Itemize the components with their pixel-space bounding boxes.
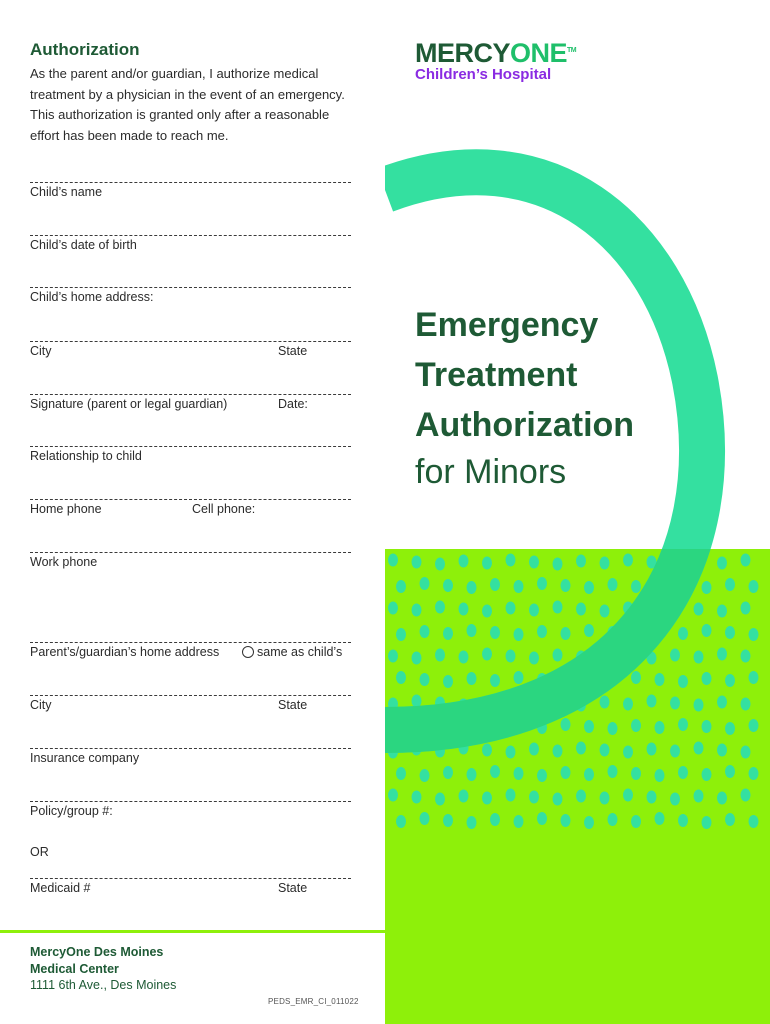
dot (443, 814, 453, 827)
dot (561, 766, 571, 779)
dot (459, 790, 469, 803)
dot (647, 791, 657, 804)
decorative-art (385, 0, 770, 1024)
dot (506, 746, 516, 759)
underline (30, 235, 351, 236)
radio-circle-icon[interactable] (242, 646, 254, 658)
dot (702, 768, 712, 781)
city-label: City (30, 344, 52, 358)
dot (725, 813, 735, 826)
dot (412, 652, 422, 665)
underline (30, 878, 351, 879)
dot (647, 743, 657, 756)
dot (506, 554, 516, 567)
dot (741, 602, 751, 615)
dot (717, 696, 727, 709)
cover-title (415, 300, 634, 450)
dot (388, 650, 398, 663)
logo-subtitle: Children’s Hospital (415, 66, 552, 83)
dot (741, 698, 751, 711)
dot (694, 790, 704, 803)
dot (443, 675, 453, 688)
child-dob-field[interactable] (30, 231, 351, 255)
dot (623, 554, 633, 567)
medicaid-field[interactable] (30, 874, 351, 898)
dot (623, 746, 633, 759)
underline (30, 552, 351, 553)
authorization-heading: Authorization (30, 40, 140, 59)
logo-trademark: TM (567, 47, 577, 54)
dot (514, 580, 524, 593)
dot (749, 628, 759, 641)
dot (725, 578, 735, 591)
dot (694, 651, 704, 664)
dot (576, 790, 586, 803)
dot (482, 557, 492, 570)
dot (396, 580, 406, 593)
dot (741, 789, 751, 802)
phone-field[interactable] (30, 495, 351, 519)
dot (576, 742, 586, 755)
signature-label: Signature (parent or legal guardian) (30, 397, 228, 411)
dot (529, 791, 539, 804)
dot (482, 792, 492, 805)
cover-title-line-3: Authorization (415, 406, 635, 444)
dot (717, 557, 727, 570)
dot (420, 769, 430, 782)
dot (749, 580, 759, 593)
mercyone-logo (415, 36, 576, 83)
dot (529, 652, 539, 665)
child-address-label: Child’s home address: (30, 290, 154, 304)
dot (741, 554, 751, 567)
dot (490, 578, 500, 591)
dot (396, 815, 406, 828)
logo-one: ONE (510, 38, 568, 68)
logo-mercy: MERCY (415, 38, 511, 68)
dot (741, 746, 751, 759)
dot (623, 789, 633, 802)
or-label: OR (30, 845, 49, 859)
dot (631, 671, 641, 684)
same-as-child-label: same as child’s (257, 645, 343, 659)
dot (467, 768, 477, 781)
logo-wordmark (415, 36, 576, 68)
dot (561, 579, 571, 592)
dot (412, 695, 422, 708)
dot (584, 816, 594, 829)
dot (459, 651, 469, 664)
dot (678, 814, 688, 827)
dot (670, 745, 680, 758)
dot (420, 625, 430, 638)
dot (694, 699, 704, 712)
dot (702, 624, 712, 637)
dot (655, 673, 665, 686)
dot (537, 769, 547, 782)
dot (420, 673, 430, 686)
underline (30, 695, 351, 696)
insurance-field[interactable] (30, 744, 351, 768)
underline (30, 287, 351, 288)
dot (396, 671, 406, 684)
underline (30, 801, 351, 802)
dot (490, 626, 500, 639)
dot (655, 721, 665, 734)
underline (30, 341, 351, 342)
dot (600, 792, 610, 805)
dot (608, 765, 618, 778)
insurance-label: Insurance company (30, 751, 140, 765)
dot (631, 815, 641, 828)
dot (678, 718, 688, 731)
child-dob-label: Child’s date of birth (30, 238, 137, 252)
underline (30, 499, 351, 500)
dot (537, 812, 547, 825)
city-label-2: City (30, 698, 52, 712)
dot (678, 627, 688, 640)
same-as-child-option[interactable] (242, 645, 342, 659)
facility-name-line-2: Medical Center (30, 962, 119, 976)
dot (631, 767, 641, 780)
dot (514, 767, 524, 780)
dot (514, 671, 524, 684)
dot (420, 577, 430, 590)
medicaid-label: Medicaid # (30, 881, 91, 895)
dot (388, 789, 398, 802)
dot (537, 577, 547, 590)
dot (490, 765, 500, 778)
authorization-text: As the parent and/or guardian, I authorize medical treatment by a physician in the event of an emergency. This authorization is granted only after a reasonable effort has been made to reach me. (30, 66, 345, 143)
dot (717, 792, 727, 805)
dot (482, 648, 492, 661)
dot (506, 650, 516, 663)
dot (553, 745, 563, 758)
child-address-field[interactable] (30, 283, 351, 307)
dot (702, 720, 712, 733)
dot (600, 744, 610, 757)
dot (553, 558, 563, 571)
dot (459, 603, 469, 616)
dot (443, 766, 453, 779)
dot (529, 604, 539, 617)
dot (388, 602, 398, 615)
state-label-3: State (278, 881, 308, 895)
dot (749, 671, 759, 684)
facility-name-line-1: MercyOne Des Moines (30, 945, 164, 959)
dot (725, 674, 735, 687)
dot (576, 603, 586, 616)
dot (388, 554, 398, 567)
dot (506, 602, 516, 615)
dot (584, 720, 594, 733)
dot (749, 815, 759, 828)
underline (30, 748, 351, 749)
dot (529, 743, 539, 756)
city-state-field-2[interactable] (30, 691, 351, 715)
dot (584, 624, 594, 637)
document-code: PEDS_EMR_CI_011022 (268, 997, 359, 1006)
dot (467, 672, 477, 685)
state-label-2: State (278, 698, 308, 712)
dot (435, 601, 445, 614)
dot (670, 697, 680, 710)
dot (561, 718, 571, 731)
dot (443, 627, 453, 640)
dot (749, 767, 759, 780)
dot (725, 722, 735, 735)
relationship-label: Relationship to child (30, 449, 142, 463)
dot (467, 624, 477, 637)
dot (670, 793, 680, 806)
dot (655, 812, 665, 825)
dot (608, 813, 618, 826)
relationship-field[interactable] (30, 442, 351, 466)
dot (576, 555, 586, 568)
city-state-field[interactable] (30, 337, 351, 361)
dot (396, 628, 406, 641)
dot (561, 627, 571, 640)
state-label: State (278, 344, 308, 358)
dot (435, 649, 445, 662)
dot (631, 719, 641, 732)
dot (396, 767, 406, 780)
policy-label: Policy/group #: (30, 804, 113, 818)
facility-name (30, 944, 163, 978)
underline (30, 394, 351, 395)
dot (725, 626, 735, 639)
dot (741, 650, 751, 663)
dot (631, 580, 641, 593)
dot (420, 812, 430, 825)
dot (482, 744, 492, 757)
dot (412, 556, 422, 569)
dot (467, 581, 477, 594)
dot (702, 816, 712, 829)
dot (608, 578, 618, 591)
dot (412, 791, 422, 804)
dot (584, 581, 594, 594)
dot (694, 603, 704, 616)
guardian-address-field[interactable] (30, 638, 351, 662)
home-phone-label: Home phone (30, 502, 102, 516)
cell-phone-label: Cell phone: (192, 502, 256, 516)
cover-subtitle: for Minors (415, 453, 567, 491)
work-phone-label: Work phone (30, 555, 98, 569)
dot (443, 579, 453, 592)
dot (490, 674, 500, 687)
dot (717, 605, 727, 618)
underline (30, 642, 351, 643)
guardian-address-label: Parent’s/guardian’s home address (30, 645, 220, 659)
dot (670, 649, 680, 662)
dot (553, 649, 563, 662)
dot (412, 604, 422, 617)
dot (467, 816, 477, 829)
dot (553, 793, 563, 806)
policy-field[interactable] (30, 797, 351, 821)
underline (30, 182, 351, 183)
dot (678, 766, 688, 779)
dot (702, 672, 712, 685)
child-name-label: Child’s name (30, 185, 103, 199)
dot (561, 814, 571, 827)
work-phone-field[interactable] (30, 548, 351, 572)
dot (482, 605, 492, 618)
dot (678, 675, 688, 688)
cover-title-line-1: Emergency (415, 306, 599, 344)
dot (600, 696, 610, 709)
dot (435, 793, 445, 806)
dot (529, 556, 539, 569)
dot (600, 557, 610, 570)
facility-address: 1111 6th Ave., Des Moines (30, 978, 177, 992)
dot (655, 769, 665, 782)
dot (600, 605, 610, 618)
dot (584, 768, 594, 781)
dot (553, 601, 563, 614)
dot (647, 695, 657, 708)
dot (506, 789, 516, 802)
child-name-field[interactable] (30, 178, 351, 202)
dot (490, 813, 500, 826)
dot (725, 765, 735, 778)
dot (702, 581, 712, 594)
date-label: Date: (278, 397, 308, 411)
dot (717, 744, 727, 757)
dot (514, 815, 524, 828)
dot (514, 628, 524, 641)
dot (459, 555, 469, 568)
dot (537, 625, 547, 638)
dot (749, 719, 759, 732)
footer-divider (0, 930, 385, 933)
dot (623, 698, 633, 711)
dot (608, 722, 618, 735)
cover-title-line-2: Treatment (415, 356, 578, 394)
dot (435, 558, 445, 571)
dot (694, 742, 704, 755)
signature-field[interactable] (30, 390, 351, 414)
underline (30, 446, 351, 447)
dot (717, 648, 727, 661)
cover-panel (385, 0, 770, 1024)
